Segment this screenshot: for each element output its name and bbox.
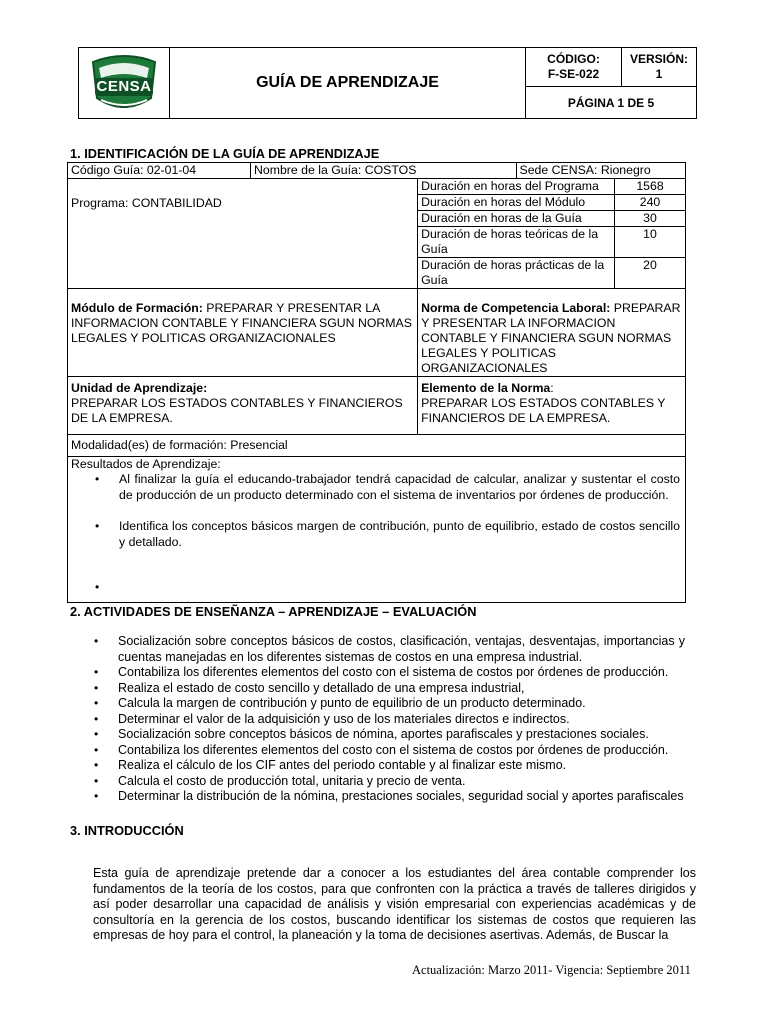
section3-title: 3. INTRODUCCIÓN <box>70 823 184 838</box>
logo-cell <box>79 48 170 119</box>
logo-text: CENSA <box>96 78 152 95</box>
footer-text: Actualización: Marzo 2011- Vigencia: Septiembre 2011 <box>412 963 691 977</box>
nombre-guia: Nombre de la Guía: COSTOS <box>251 163 517 179</box>
duracion-value: 1568 <box>615 179 686 195</box>
duracion-value: 240 <box>615 195 686 211</box>
list-item: • Identifica los conceptos básicos margen de contribución, punto de equilibrio, estado de costos sencillo y detallado. <box>71 519 680 550</box>
codigo-cell: CÓDIGO: F-SE-022 <box>526 48 622 87</box>
version-cell: VERSIÓN: 1 <box>622 48 697 87</box>
codigo-guia: Código Guía: 02-01-04 <box>68 163 251 179</box>
list-item: • Calcula la margen de contribución y punto de equilibrio de un producto determinado. <box>70 696 685 712</box>
duracion-value: 30 <box>615 211 686 227</box>
list-item: • Determinar el valor de la adquisición y uso de los materiales directos e indirectos. <box>70 712 685 728</box>
pagina-cell: PÁGINA 1 DE 5 <box>526 87 697 119</box>
section1-title: 1. IDENTIFICACIÓN DE LA GUÍA DE APRENDIZAJE <box>70 146 380 161</box>
duracion-label: Duración de horas teóricas de la Guía <box>418 227 615 258</box>
document-title: GUÍA DE APRENDIZAJE <box>170 48 526 119</box>
modalidad: Modalidad(es) de formación: Presencial <box>68 435 686 457</box>
programa: Programa: CONTABILIDAD <box>68 179 418 289</box>
censa-logo <box>87 52 161 114</box>
modulo-formacion: Módulo de Formación: PREPARAR Y PRESENTAR LA INFORMACION CONTABLE Y FINANCIERA SGUN NORMAS LEGALES Y POLITICAS ORGANIZACIONALES <box>68 289 418 377</box>
actividades-list <box>70 634 685 805</box>
list-item <box>71 580 680 594</box>
duracion-label: Duración de horas prácticas de la Guía <box>418 258 615 289</box>
resultados-list <box>71 472 682 594</box>
duracion-label: Duración en horas de la Guía <box>418 211 615 227</box>
list-item: • Contabiliza los diferentes elementos del costo con el sistema de costos por órdenes de producción. <box>70 743 685 759</box>
actividades-list-wrap <box>70 634 685 805</box>
elemento-norma: Elemento de la Norma: PREPARAR LOS ESTADOS CONTABLES Y FINANCIEROS DE LA EMPRESA. <box>418 377 686 435</box>
identification-table <box>67 162 686 603</box>
list-item: • Realiza el cálculo de los CIF antes del periodo contable y al finalizar este mismo. <box>70 758 685 774</box>
introduccion-text: Esta guía de aprendizaje pretende dar a conocer a los estudiantes del área contable comprender los fundamentos de la teoría de los costos, para que confronten con la práctica a través de talleres dirigidos y así poder desarrollar una capacidad de análisis y visión empresarial con experiencias académicas y de consultoría en la gerencia de los costos, buscando identificar los sistemas de costos que requieren las empresas de hoy para el control, la planeación y la toma de decisiones asertivas. Además, de Buscar la <box>93 866 696 943</box>
list-item: • Determinar la distribución de la nómina, prestaciones sociales, seguridad social y aportes parafiscales <box>70 789 685 805</box>
list-item: • Contabiliza los diferentes elementos del costo con el sistema de costos por órdenes de producción. <box>70 665 685 681</box>
list-item: • Socialización sobre conceptos básicos de nómina, aportes parafiscales y prestaciones sociales. <box>70 727 685 743</box>
list-item: • Socialización sobre conceptos básicos de costos, clasificación, ventajas, desventajas, importancias y cuentas manejadas en los diferentes sistemas de costos en una empresa industrial. <box>70 634 685 665</box>
duracion-label: Duración en horas del Módulo <box>418 195 615 211</box>
duracion-value: 20 <box>615 258 686 289</box>
resultados-aprendizaje: Resultados de Aprendizaje: • Al finalizar la guía el educando-trabajador tendrá capacidad de calcular, analizar y sustentar el costo de producción de un producto determinado con el sistema de inventarios por órdenes de producción. • Identifica los conceptos básicos margen de contribución, punto de equilibrio, estado de costos sencillo y detallado. • <box>68 457 686 603</box>
unidad-aprendizaje: Unidad de Aprendizaje: PREPARAR LOS ESTADOS CONTABLES Y FINANCIEROS DE LA EMPRESA. <box>68 377 418 435</box>
list-item: • Al finalizar la guía el educando-trabajador tendrá capacidad de calcular, analizar y sustentar el costo de producción de un producto determinado con el sistema de inventarios por órdenes de producción. <box>71 472 680 503</box>
section2-title: 2. ACTIVIDADES DE ENSEÑANZA – APRENDIZAJE – EVALUACIÓN <box>70 604 477 619</box>
list-item: • Realiza el estado de costo sencillo y detallado de una empresa industrial, <box>70 681 685 697</box>
duracion-value: 10 <box>615 227 686 258</box>
sede: Sede CENSA: Rionegro <box>516 163 686 179</box>
duracion-label: Duración en horas del Programa <box>418 179 615 195</box>
norma-competencia: Norma de Competencia Laboral: PREPARAR Y PRESENTAR LA INFORMACION CONTABLE Y FINANCIERA SGUN NORMAS LEGALES Y POLITICAS ORGANIZACIONALES <box>418 289 686 377</box>
document-header <box>78 47 697 119</box>
list-item: • Calcula el costo de producción total, unitaria y precio de venta. <box>70 774 685 790</box>
